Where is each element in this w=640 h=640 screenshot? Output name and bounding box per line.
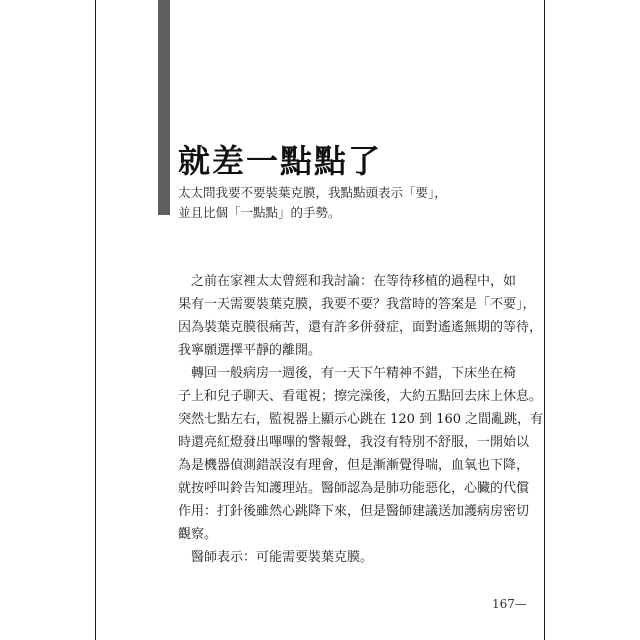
chapter-accent-bar <box>158 0 170 215</box>
paragraph-3 <box>178 546 490 569</box>
text-line: 突然七點左右，監視器上顯示心跳在 120 到 160 之間亂跳，有 <box>178 412 544 427</box>
text-line: 觀察。 <box>178 527 218 542</box>
text-line: 時還亮紅燈發出嗶嗶的警報聲，我沒有特別不舒服，一開始以 <box>178 435 530 450</box>
text-line: 子上和兒子聊天、看電視；擦完澡後，大約五點回去床上休息。 <box>178 389 543 404</box>
subtitle-line: 太太問我要不要裝葉克膜，我點點頭表示「要」， <box>178 185 447 200</box>
chapter-subtitle <box>178 183 458 223</box>
chapter-title: 就差一點點了 <box>178 142 383 180</box>
text-line: 就按呼叫鈴告知護理站。醫師認為是肺功能惡化，心臟的代償 <box>178 481 530 496</box>
text-line: 果有一天需要裝葉克膜，我要不要？我當時的答案是「不要」， <box>178 297 536 312</box>
text-line: 為是機器偵測錯誤沒有理會，但是漸漸覺得喘，血氧也下降， <box>178 458 530 473</box>
body-text <box>178 270 544 569</box>
paragraph-1 <box>178 270 543 362</box>
text-line: 醫師表示：可能需要裝葉克膜。 <box>178 550 374 565</box>
text-line: 我寧願選擇平靜的離開。 <box>178 343 322 358</box>
text-line: 之前在家裡太太曾經和我討論：在等待移植的過程中，如 <box>178 274 517 289</box>
text-line: 轉回一般病房一週後，有一天下午精神不錯，下床坐在椅 <box>178 366 517 381</box>
text-line: 作用：打針後雖然心跳降下來，但是醫師建議送加護病房密切 <box>178 504 530 519</box>
paragraph-2 <box>178 362 544 546</box>
text-line: 因為裝葉克膜很痛苦，還有許多併發症，面對遙遙無期的等待， <box>178 320 543 335</box>
subtitle-line: 並且比個「一點點」的手勢。 <box>178 205 341 220</box>
page-number: 167— <box>492 597 527 611</box>
